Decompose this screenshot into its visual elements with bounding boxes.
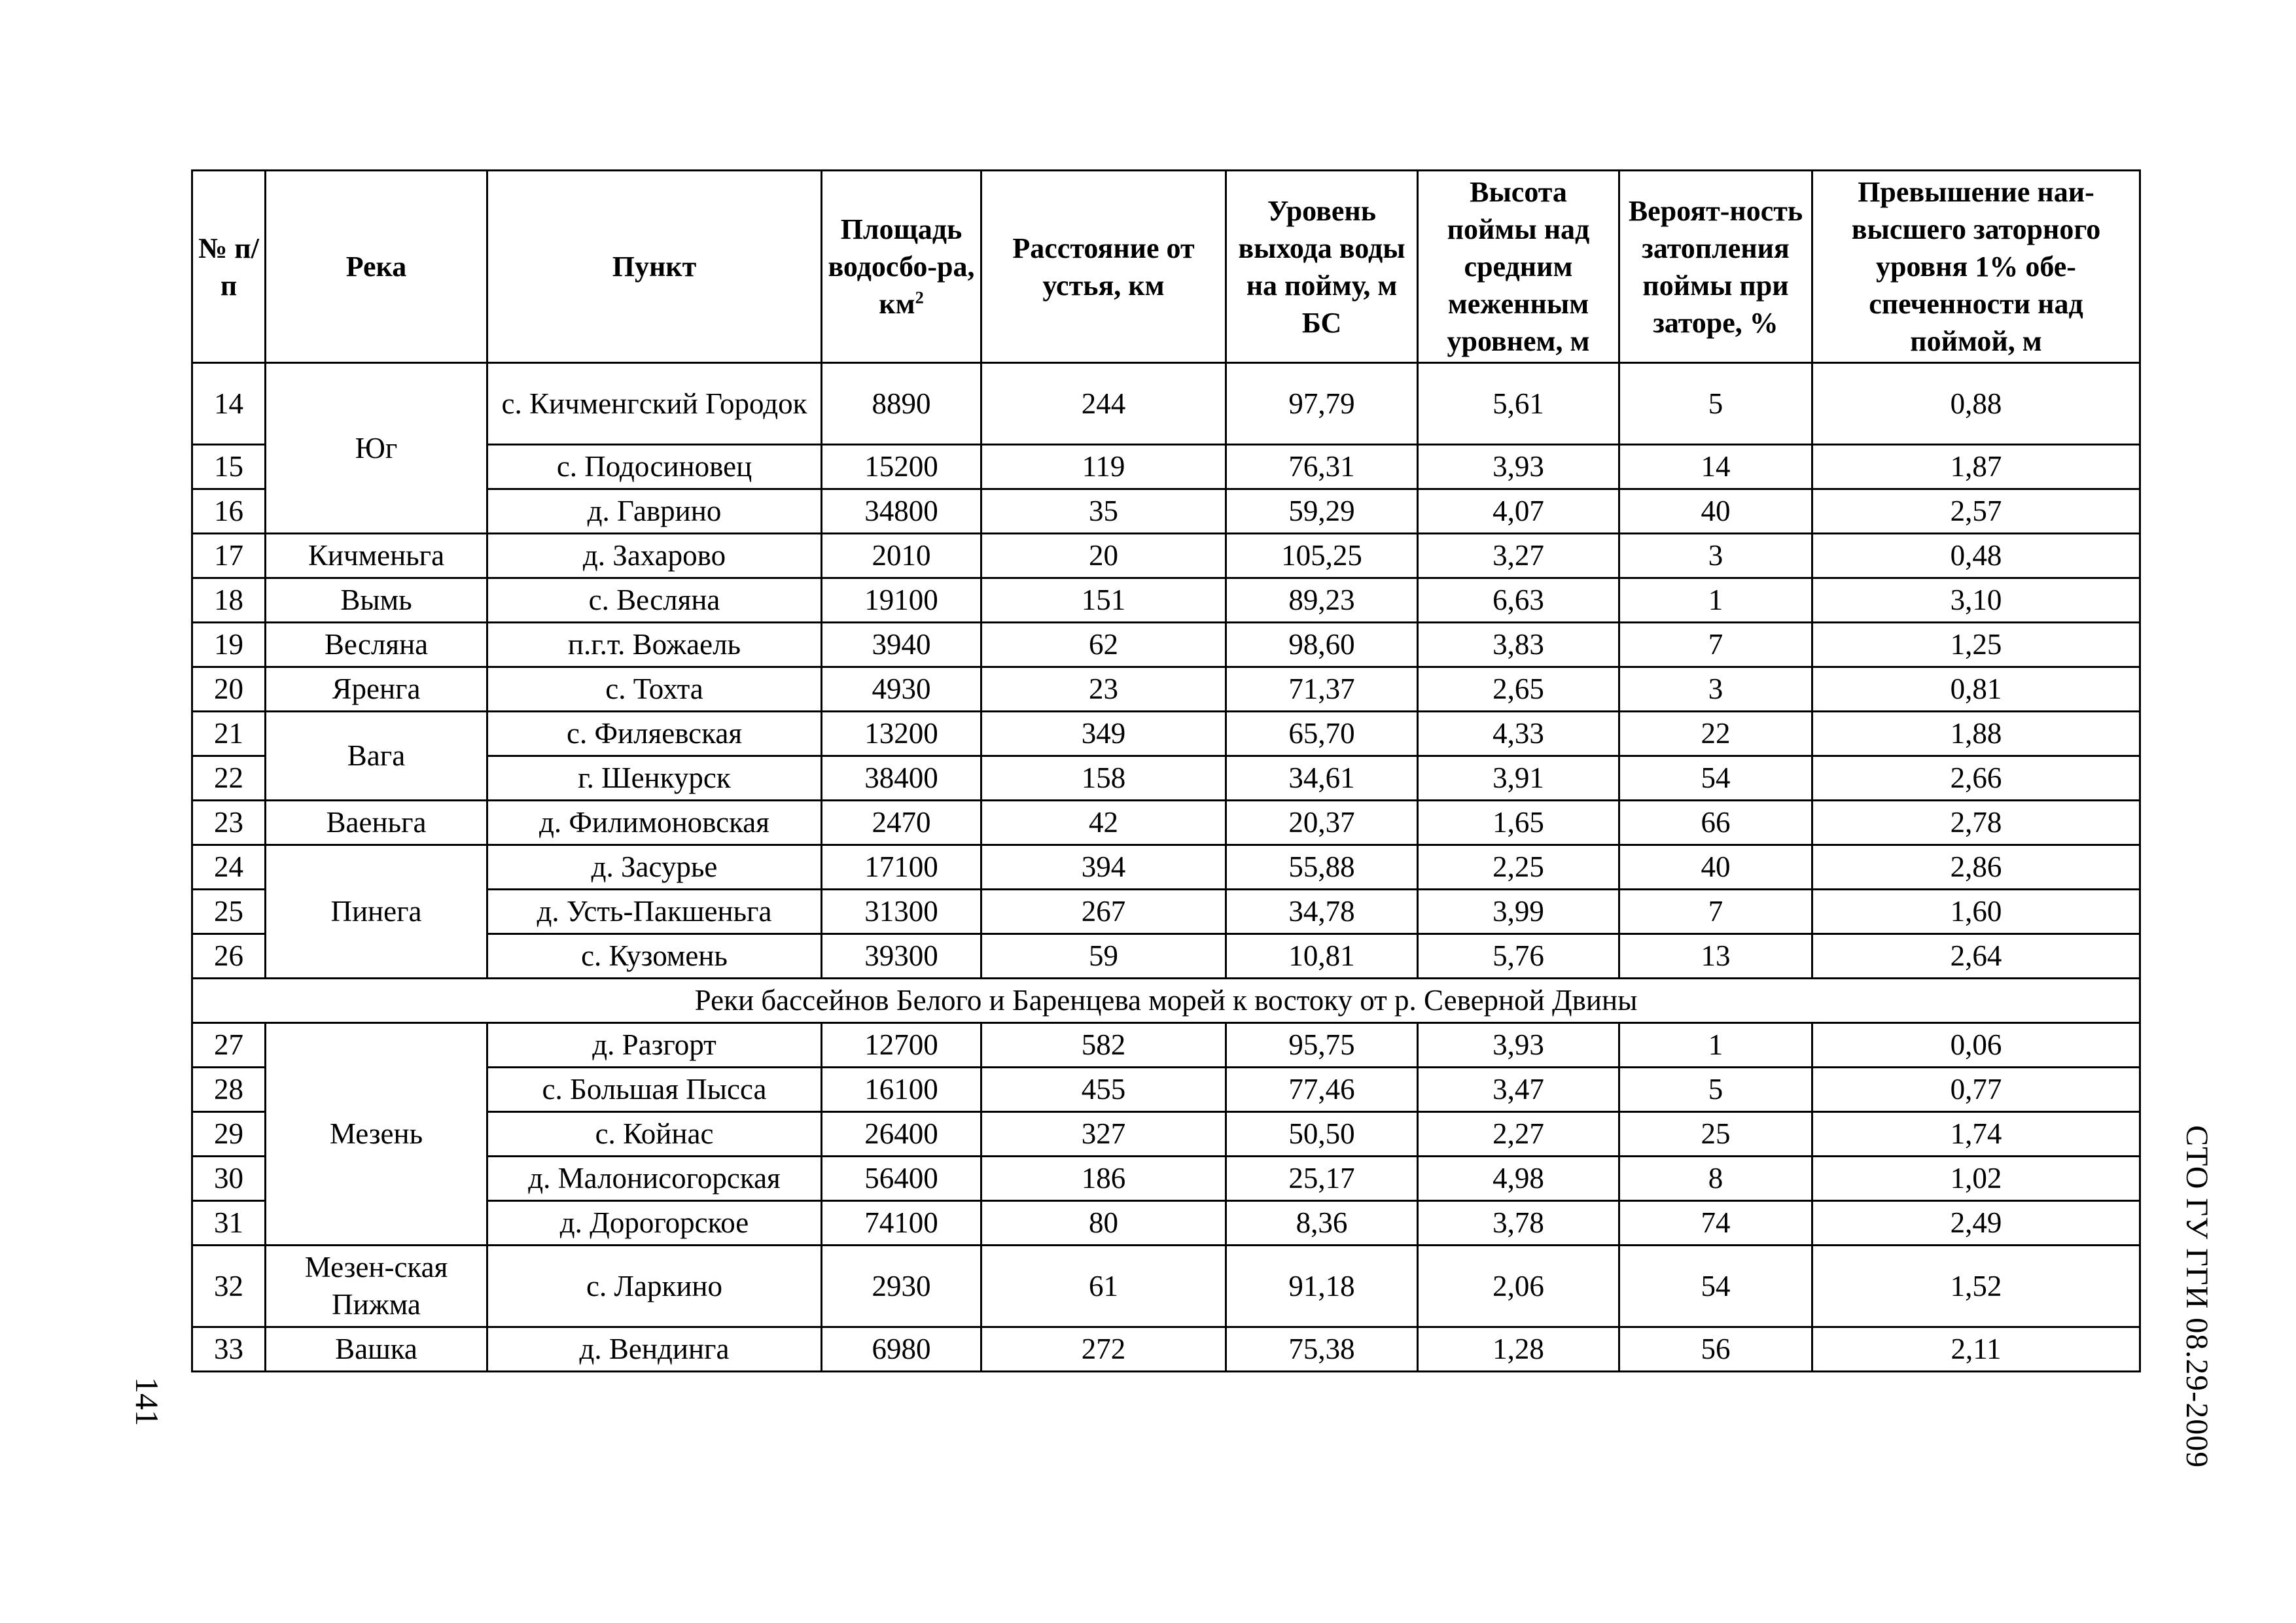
cell-excess: 1,60 [1812, 890, 2140, 934]
cell-point: с. Филяевская [487, 712, 822, 756]
header-excess: Превышение наи-высшего заторного уровня 1% обе-спеченности над поймой, м [1812, 171, 2140, 363]
cell-probability: 8 [1619, 1157, 1812, 1201]
cell-point: с. Кузомень [487, 934, 822, 979]
cell-level: 59,29 [1226, 489, 1418, 534]
header-river: Река [266, 171, 487, 363]
table-row [192, 801, 2140, 845]
header-area-sup: 2 [915, 287, 924, 307]
cell-point: д. Дорогорское [487, 1201, 822, 1246]
cell-excess: 1,25 [1812, 623, 2140, 667]
cell-height: 3,83 [1418, 623, 1619, 667]
cell-distance: 23 [981, 667, 1226, 712]
cell-area: 12700 [822, 1023, 981, 1068]
table-row [192, 1327, 2140, 1372]
cell-height: 3,91 [1418, 756, 1619, 801]
cell-probability: 1 [1619, 1023, 1812, 1068]
cell-level: 20,37 [1226, 801, 1418, 845]
cell-distance: 20 [981, 534, 1226, 578]
cell-distance: 267 [981, 890, 1226, 934]
cell-distance: 61 [981, 1246, 1226, 1327]
cell-distance: 59 [981, 934, 1226, 979]
cell-point: с. Большая Пысса [487, 1068, 822, 1112]
cell-excess: 3,10 [1812, 578, 2140, 623]
cell-height: 4,98 [1418, 1157, 1619, 1201]
cell-probability: 7 [1619, 890, 1812, 934]
cell-num: 19 [192, 623, 266, 667]
cell-probability: 74 [1619, 1201, 1812, 1246]
cell-excess: 2,86 [1812, 845, 2140, 890]
cell-point: г. Шенкурск [487, 756, 822, 801]
page-number: 141 [129, 1377, 166, 1426]
cell-probability: 40 [1619, 489, 1812, 534]
cell-num: 23 [192, 801, 266, 845]
cell-point: д. Малонисогорская [487, 1157, 822, 1201]
cell-river: Весляна [266, 623, 487, 667]
cell-area: 2470 [822, 801, 981, 845]
cell-point: д. Вендинга [487, 1327, 822, 1372]
cell-height: 3,78 [1418, 1201, 1619, 1246]
cell-probability: 3 [1619, 667, 1812, 712]
cell-area: 3940 [822, 623, 981, 667]
cell-height: 3,93 [1418, 1023, 1619, 1068]
cell-area: 2010 [822, 534, 981, 578]
cell-num: 29 [192, 1112, 266, 1157]
cell-level: 98,60 [1226, 623, 1418, 667]
table-row [192, 623, 2140, 667]
cell-area: 31300 [822, 890, 981, 934]
cell-probability: 56 [1619, 1327, 1812, 1372]
cell-point: с. Кичменгский Городок [487, 363, 822, 445]
cell-probability: 7 [1619, 623, 1812, 667]
cell-probability: 13 [1619, 934, 1812, 979]
cell-num: 21 [192, 712, 266, 756]
cell-distance: 119 [981, 445, 1226, 489]
cell-distance: 582 [981, 1023, 1226, 1068]
cell-distance: 244 [981, 363, 1226, 445]
header-area [822, 171, 981, 363]
cell-area: 8890 [822, 363, 981, 445]
cell-distance: 35 [981, 489, 1226, 534]
cell-probability: 5 [1619, 1068, 1812, 1112]
cell-distance: 186 [981, 1157, 1226, 1201]
cell-height: 2,65 [1418, 667, 1619, 712]
cell-level: 55,88 [1226, 845, 1418, 890]
cell-num: 15 [192, 445, 266, 489]
cell-height: 1,28 [1418, 1327, 1619, 1372]
cell-probability: 22 [1619, 712, 1812, 756]
cell-level: 65,70 [1226, 712, 1418, 756]
cell-probability: 66 [1619, 801, 1812, 845]
cell-area: 17100 [822, 845, 981, 890]
cell-area: 2930 [822, 1246, 981, 1327]
cell-river: Яренга [266, 667, 487, 712]
section-title: Реки бассейнов Белого и Баренцева морей к востоку от р. Северной Двины [192, 979, 2140, 1023]
cell-num: 18 [192, 578, 266, 623]
cell-level: 71,37 [1226, 667, 1418, 712]
cell-point: д. Филимоновская [487, 801, 822, 845]
cell-distance: 349 [981, 712, 1226, 756]
cell-excess: 0,48 [1812, 534, 2140, 578]
cell-height: 4,33 [1418, 712, 1619, 756]
cell-point: с. Ларкино [487, 1246, 822, 1327]
cell-river: Пинега [266, 845, 487, 979]
header-height: Высота поймы над средним меженным уровнем, м [1418, 171, 1619, 363]
table-row [192, 667, 2140, 712]
cell-probability: 25 [1619, 1112, 1812, 1157]
cell-level: 8,36 [1226, 1201, 1418, 1246]
header-point: Пункт [487, 171, 822, 363]
cell-height: 5,61 [1418, 363, 1619, 445]
table-header-row [192, 171, 2140, 363]
cell-area: 13200 [822, 712, 981, 756]
cell-level: 10,81 [1226, 934, 1418, 979]
cell-point: д. Гаврино [487, 489, 822, 534]
cell-num: 24 [192, 845, 266, 890]
cell-distance: 151 [981, 578, 1226, 623]
cell-area: 56400 [822, 1157, 981, 1201]
cell-num: 31 [192, 1201, 266, 1246]
cell-num: 30 [192, 1157, 266, 1201]
cell-level: 77,46 [1226, 1068, 1418, 1112]
cell-excess: 2,11 [1812, 1327, 2140, 1372]
cell-num: 16 [192, 489, 266, 534]
cell-area: 4930 [822, 667, 981, 712]
cell-point: д. Захарово [487, 534, 822, 578]
cell-excess: 0,88 [1812, 363, 2140, 445]
cell-excess: 2,57 [1812, 489, 2140, 534]
data-table [191, 169, 2141, 1372]
cell-river: Вымь [266, 578, 487, 623]
cell-height: 2,25 [1418, 845, 1619, 890]
cell-river: Кичменьга [266, 534, 487, 578]
cell-distance: 80 [981, 1201, 1226, 1246]
cell-probability: 54 [1619, 1246, 1812, 1327]
cell-river: Ваеньга [266, 801, 487, 845]
header-level: Уровень выхода воды на пойму, м БС [1226, 171, 1418, 363]
cell-probability: 3 [1619, 534, 1812, 578]
header-area-text: Площадь водосбо-ра, км [828, 213, 975, 320]
cell-point: с. Подосиновец [487, 445, 822, 489]
cell-num: 17 [192, 534, 266, 578]
cell-area: 19100 [822, 578, 981, 623]
cell-excess: 2,78 [1812, 801, 2140, 845]
cell-area: 39300 [822, 934, 981, 979]
cell-probability: 1 [1619, 578, 1812, 623]
cell-excess: 1,88 [1812, 712, 2140, 756]
cell-probability: 5 [1619, 363, 1812, 445]
cell-probability: 40 [1619, 845, 1812, 890]
cell-num: 14 [192, 363, 266, 445]
table-row [192, 578, 2140, 623]
cell-distance: 42 [981, 801, 1226, 845]
header-distance: Расстояние от устья, км [981, 171, 1226, 363]
cell-level: 34,78 [1226, 890, 1418, 934]
cell-point: п.г.т. Вожаель [487, 623, 822, 667]
cell-num: 25 [192, 890, 266, 934]
cell-river: Мезень [266, 1023, 487, 1246]
section-row [192, 979, 2140, 1023]
cell-height: 3,47 [1418, 1068, 1619, 1112]
cell-distance: 455 [981, 1068, 1226, 1112]
cell-excess: 1,87 [1812, 445, 2140, 489]
cell-num: 33 [192, 1327, 266, 1372]
cell-river: Вага [266, 712, 487, 801]
cell-excess: 1,02 [1812, 1157, 2140, 1201]
cell-height: 5,76 [1418, 934, 1619, 979]
cell-level: 89,23 [1226, 578, 1418, 623]
cell-level: 105,25 [1226, 534, 1418, 578]
cell-num: 28 [192, 1068, 266, 1112]
table-row [192, 845, 2140, 890]
cell-point: д. Усть-Пакшеньга [487, 890, 822, 934]
cell-point: д. Засурье [487, 845, 822, 890]
cell-excess: 1,74 [1812, 1112, 2140, 1157]
cell-area: 38400 [822, 756, 981, 801]
cell-excess: 2,64 [1812, 934, 2140, 979]
cell-distance: 158 [981, 756, 1226, 801]
cell-num: 26 [192, 934, 266, 979]
cell-distance: 327 [981, 1112, 1226, 1157]
cell-height: 6,63 [1418, 578, 1619, 623]
cell-point: с. Койнас [487, 1112, 822, 1157]
cell-excess: 0,81 [1812, 667, 2140, 712]
cell-river: Вашка [266, 1327, 487, 1372]
cell-height: 2,06 [1418, 1246, 1619, 1327]
cell-level: 97,79 [1226, 363, 1418, 445]
cell-area: 74100 [822, 1201, 981, 1246]
cell-probability: 14 [1619, 445, 1812, 489]
cell-point: д. Разгорт [487, 1023, 822, 1068]
table-row [192, 363, 2140, 445]
cell-level: 76,31 [1226, 445, 1418, 489]
cell-area: 34800 [822, 489, 981, 534]
cell-excess: 2,66 [1812, 756, 2140, 801]
cell-area: 16100 [822, 1068, 981, 1112]
cell-distance: 394 [981, 845, 1226, 890]
document-code: СТО ГУ ГГИ 08.29-2009 [2180, 1125, 2214, 1469]
table-row [192, 534, 2140, 578]
cell-area: 15200 [822, 445, 981, 489]
cell-excess: 2,49 [1812, 1201, 2140, 1246]
cell-point: с. Весляна [487, 578, 822, 623]
cell-height: 1,65 [1418, 801, 1619, 845]
table-row [192, 1246, 2140, 1327]
cell-height: 2,27 [1418, 1112, 1619, 1157]
cell-num: 32 [192, 1246, 266, 1327]
cell-point: с. Тохта [487, 667, 822, 712]
cell-num: 20 [192, 667, 266, 712]
cell-level: 25,17 [1226, 1157, 1418, 1201]
cell-num: 22 [192, 756, 266, 801]
cell-area: 6980 [822, 1327, 981, 1372]
cell-height: 3,99 [1418, 890, 1619, 934]
cell-area: 26400 [822, 1112, 981, 1157]
cell-river: Мезен-ская Пижма [266, 1246, 487, 1327]
cell-distance: 272 [981, 1327, 1226, 1372]
table-row [192, 1023, 2140, 1068]
cell-level: 75,38 [1226, 1327, 1418, 1372]
cell-height: 3,93 [1418, 445, 1619, 489]
cell-level: 34,61 [1226, 756, 1418, 801]
cell-excess: 0,06 [1812, 1023, 2140, 1068]
cell-height: 3,27 [1418, 534, 1619, 578]
cell-num: 27 [192, 1023, 266, 1068]
cell-height: 4,07 [1418, 489, 1619, 534]
cell-level: 91,18 [1226, 1246, 1418, 1327]
table-row [192, 712, 2140, 756]
cell-probability: 54 [1619, 756, 1812, 801]
header-probability: Вероят-ность затопления поймы при заторе, % [1619, 171, 1812, 363]
cell-distance: 62 [981, 623, 1226, 667]
cell-level: 95,75 [1226, 1023, 1418, 1068]
cell-excess: 0,77 [1812, 1068, 2140, 1112]
cell-level: 50,50 [1226, 1112, 1418, 1157]
cell-river: Юг [266, 363, 487, 534]
header-num: № п/п [192, 171, 266, 363]
cell-excess: 1,52 [1812, 1246, 2140, 1327]
